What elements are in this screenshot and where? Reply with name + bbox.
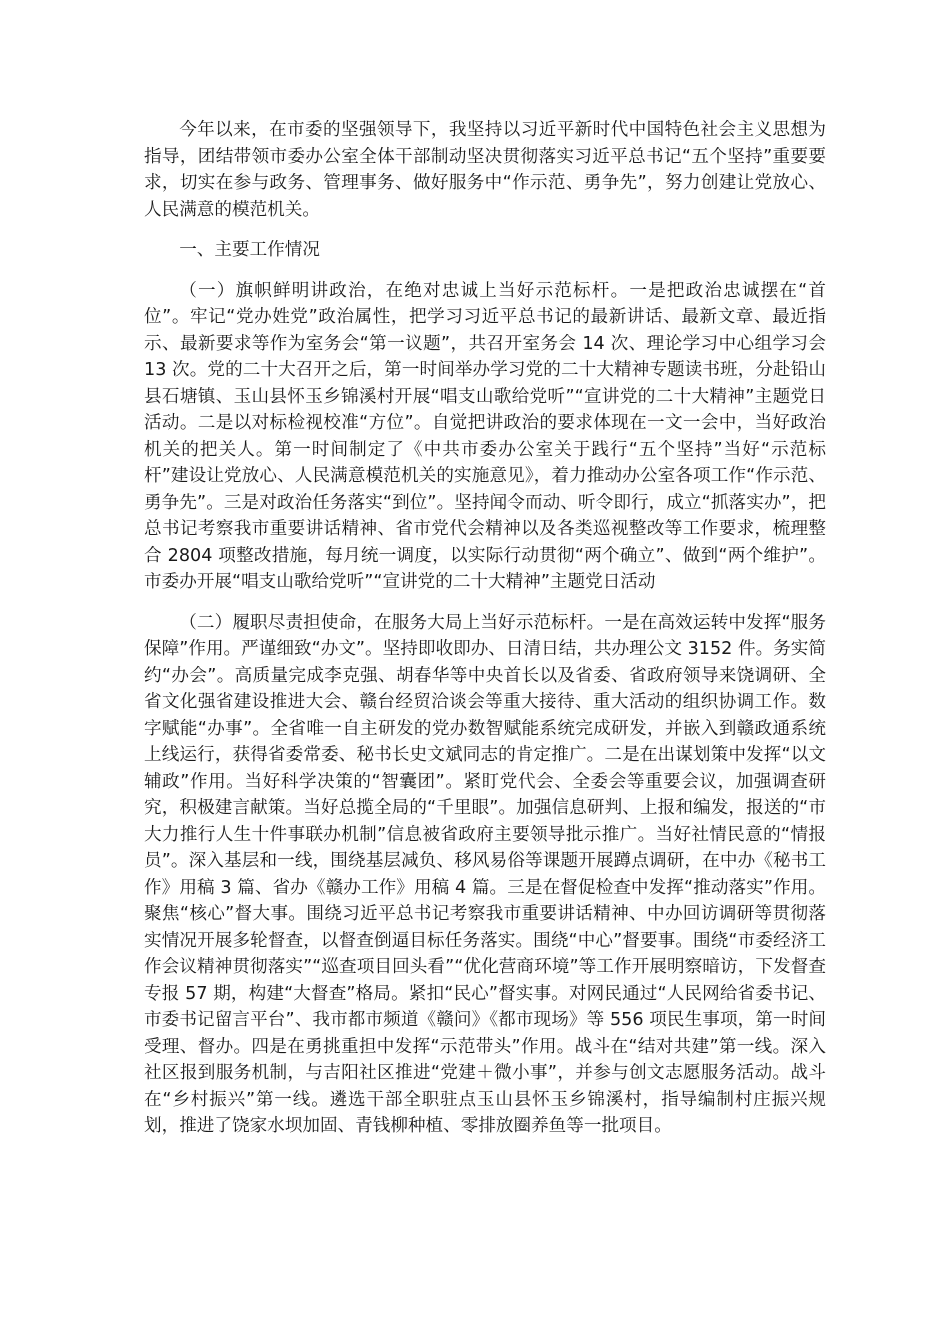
document-page xyxy=(144,117,826,1140)
intro-paragraph: 今年以来，在市委的坚强领导下，我坚持以习近平新时代中国特色社会主义思想为指导，团结带领市委办公室全体干部制动坚决贯彻落实习近平总书记“五个坚持”重要要求，切实在参与政务、管理事务、做好服务中“作示范、勇争先”，努力创建让党放心、人民满意的模范机关。 xyxy=(144,120,826,220)
section-1-paragraph: （一）旗帜鲜明讲政治，在绝对忠诚上当好示范标杆。一是把政治忠诚摆在“首位”。牢记“党办姓党”政治属性，把学习习近平总书记的最新讲话、最新文章、最近指示、最新要求等作为室务会“第一议题”，共召开室务会 14 次、理论学习中心组学习会 13 次。党的二十大召开之后，第一时间举办学习党的二十大精神专题读书班，分赴铅山县石塘镇、玉山县怀玉乡锦溪村开展“唱支山歌给党听”“宣讲党的二十大精神”主题党日活动。二是以对标检视校准“方位”。自觉把讲政治的要求体现在一文一会中，当好政治机关的把关人。第一时间制定了《中共市委办公室关于践行“五个坚持”当好“示范标杆”建设让党放心、人民满意模范机关的实施意见》，着力推动办公室各项工作“作示范、勇争先”。三是对政治任务落实“到位”。坚持闻令而动、听令即行，成立“抓落实办”，把总书记考察我市重要讲话精神、省市党代会精神以及各类巡视整改等工作要求，梳理整合 2804 项整改措施，每月统一调度，以实际行动贯彻“两个确立”、做到“两个维护”。市委办开展“唱支山歌给党听”“宣讲党的二十大精神”主题党日活动 xyxy=(144,280,826,592)
section-heading: 一、主要工作情况 xyxy=(179,240,320,260)
section-2-paragraph: （二）履职尽责担使命，在服务大局上当好示范标杆。一是在高效运转中发挥“服务保障”作用。严谨细致“办文”。坚持即收即办、日清日结，共办理公文 3152 件。务实简约“办会”。高质量完成李克强、胡春华等中央首长以及省委、省政府领导来饶调研、全省文化强省建设推进大会、赣台经贸洽谈会等重大接待、重大活动的组织协调工作。数字赋能“办事”。全省唯一自主研发的党办数智赋能系统完成研发，并嵌入到赣政通系统上线运行，获得省委常委、秘书长史文斌同志的肯定推广。二是在出谋划策中发挥“以文辅政”作用。当好科学决策的“智囊团”。紧盯党代会、全委会等重要会议，加强调查研究，积极建言献策。当好总揽全局的“千里眼”。加强信息研判、上报和编发，报送的“市大力推行人生十件事联办机制”信息被省政府主要领导批示推广。当好社情民意的“情报员”。深入基层和一线，围绕基层减负、移风易俗等课题开展蹲点调研，在中办《秘书工作》用稿 3 篇、省办《赣办工作》用稿 4 篇。三是在督促检查中发挥“推动落实”作用。聚焦“核心”督大事。围绕习近平总书记考察我市重要讲话精神、中办回访调研等贯彻落实情况开展多轮督查，以督查倒逼目标任务落实。围绕“中心”督要事。围绕“市委经济工作会议精神贯彻落实”“巡查项目回头看”“优化营商环境”等工作开展明察暗访，下发督查专报 57 期，构建“大督查”格局。紧扣“民心”督实事。对网民通过“人民网给省委书记、市委书记留言平台”、我市都市频道《赣问》《都市现场》等 556 项民生事项，第一时间受理、督办。四是在勇挑重担中发挥“示范带头”作用。战斗在“结对共建”第一线。深入社区报到服务机制，与吉阳社区推进“党建＋微小事”，并参与创文志愿服务活动。战斗在“乡村振兴”第一线。遴选干部全职驻点玉山县怀玉乡锦溪村，指导编制村庄振兴规划，推进了饶家水坝加固、青钱柳种植、零排放圈养鱼等一批项目。 xyxy=(144,612,826,1136)
